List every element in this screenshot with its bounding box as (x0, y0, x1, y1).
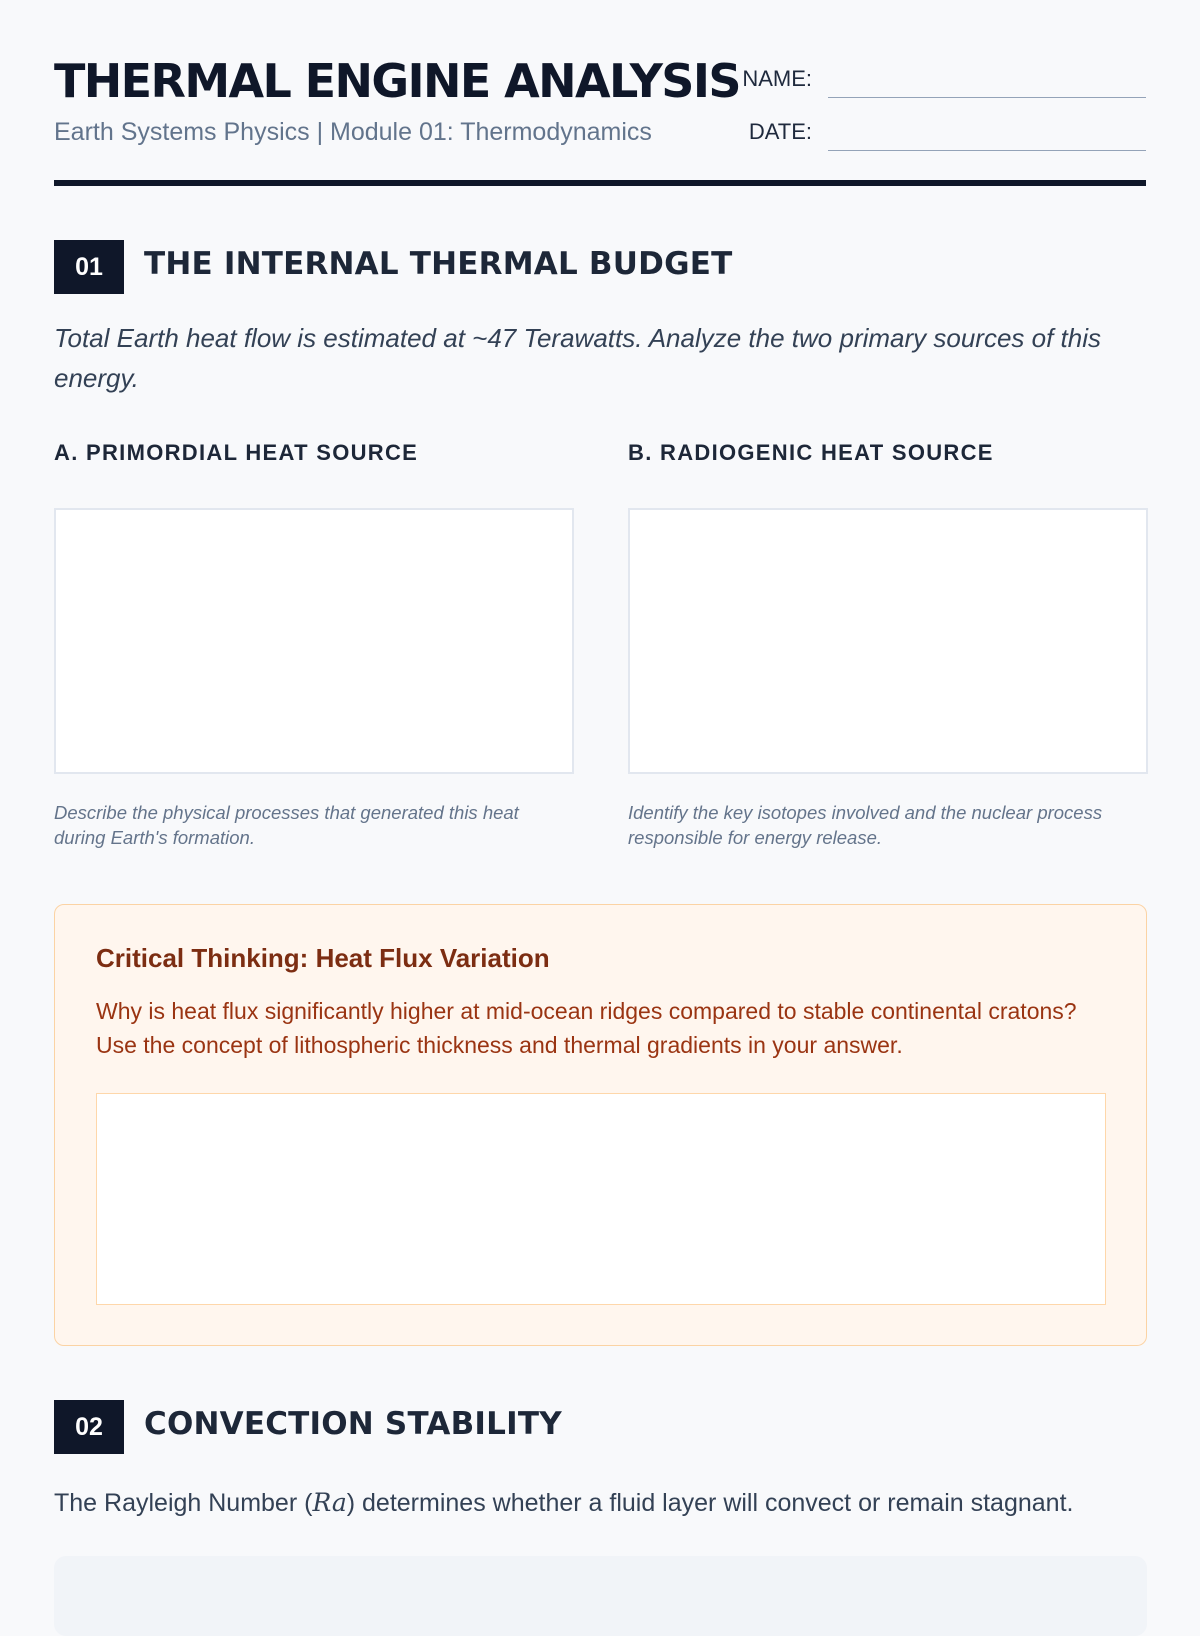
critical-thinking-callout (54, 904, 1147, 1346)
primordial-heat-answer-box[interactable] (54, 508, 574, 774)
section-02-title: CONVECTION STABILITY (144, 1406, 562, 1442)
rayleigh-number-description (54, 1488, 1073, 1518)
name-input-line[interactable] (828, 97, 1146, 98)
page-title: THERMAL ENGINE ANALYSIS (54, 54, 740, 108)
section-01-title: THE INTERNAL THERMAL BUDGET (144, 246, 733, 282)
formula-panel (54, 1556, 1147, 1636)
radiogenic-heat-answer-box[interactable] (628, 508, 1148, 774)
worksheet-header (54, 0, 1146, 188)
rayleigh-number-symbol: Ra (312, 1488, 347, 1517)
critical-thinking-answer-box[interactable] (96, 1093, 1106, 1305)
section-01-number-badge: 01 (54, 240, 124, 294)
name-label: NAME: (742, 66, 812, 91)
date-input-line[interactable] (828, 150, 1146, 151)
radiogenic-heat-column (628, 440, 1148, 848)
radiogenic-heat-hint: Identify the key isotopes involved and the nuclear process responsible for energy release. (628, 802, 1103, 848)
header-divider (54, 180, 1146, 186)
primordial-heat-label: A. PRIMORDIAL HEAT SOURCE (54, 440, 419, 465)
critical-thinking-title: Critical Thinking: Heat Flux Variation (96, 943, 550, 973)
date-label: DATE: (748, 119, 812, 144)
radiogenic-heat-label: B. RADIOGENIC HEAT SOURCE (628, 440, 994, 465)
rayleigh-text-after: ) determines whether a fluid layer will convect or remain stagnant. (346, 1489, 1074, 1517)
page-subtitle: Earth Systems Physics | Module 01: Thermodynamics (54, 118, 652, 146)
critical-thinking-question: Why is heat flux significantly higher at mid-ocean ridges compared to stable continental cratons? Use the concept of lithospheric thickness and thermal gradients in your answer. (96, 998, 1077, 1058)
primordial-heat-column (54, 440, 574, 848)
primordial-heat-hint: Describe the physical processes that generated this heat during Earth's formation. (54, 802, 519, 848)
name-field (742, 62, 1146, 102)
rayleigh-text-before: The Rayleigh Number ( (54, 1489, 313, 1517)
section-01-intro: Total Earth heat flow is estimated at ~47 Terawatts. Analyze the two primary sources of this energy. (54, 323, 1102, 393)
date-field (742, 115, 1146, 155)
section-02-number-badge: 02 (54, 1400, 124, 1454)
